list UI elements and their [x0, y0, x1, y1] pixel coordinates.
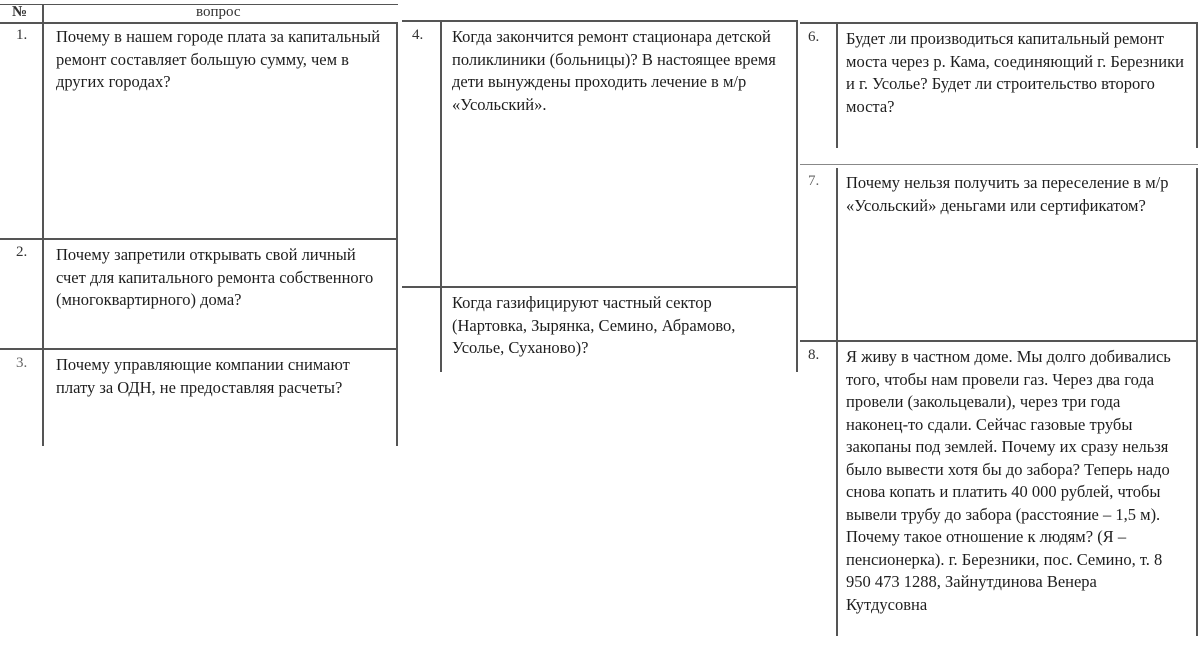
table-border-top	[800, 22, 1198, 24]
column-divider	[440, 20, 442, 372]
row-divider	[0, 238, 398, 240]
number-column-header: №	[12, 4, 28, 20]
table-border-top	[402, 20, 798, 22]
column-divider	[42, 4, 44, 446]
question-text: Будет ли производиться капитальный ремонт моста через р. Кама, соединяющий г. Березники и г. Усолье? Будет ли строительство второго моста?	[846, 29, 1184, 116]
question-text: Я живу в частном доме. Мы долго добивались того, чтобы нам провели газ. Через два года провели (закольцевали), через три года наконец-то сдали. Сейчас газовые трубы закопаны под землей. Почему их сразу нельзя было вывести хотя бы до забора? Теперь надо снова копать и платить 40 000 рублей, чтобы вывели трубу до забора (расстояние – 1,5 м). Почему такое отношение к людям? (Я – пенсионерка). г. Березники, пос. Семино, т. 8 950 473 1288, Зайнутдинова Венера Кутдусовна	[846, 347, 1171, 614]
column-divider	[836, 168, 838, 636]
question-number: 8.	[808, 347, 820, 363]
question-text: Когда газифицируют частный сектор (Нартовка, Зырянка, Семино, Абрамово, Усолье, Суханово)?	[452, 293, 736, 357]
table-border-right	[396, 22, 398, 446]
table-border-header	[0, 22, 398, 24]
question-text: Почему нельзя получить за переселение в м/р «Усольский» деньгами или сертификатом?	[846, 173, 1169, 215]
question-text: Почему управляющие компании снимают плату за ОДН, не предоставляя расчеты?	[56, 355, 350, 397]
fragment-right-top	[800, 22, 1200, 168]
table-border-right	[1196, 168, 1198, 636]
row-divider	[0, 348, 398, 350]
question-number: 6.	[808, 29, 820, 45]
question-number: 1.	[16, 27, 28, 43]
question-number: 3.	[16, 355, 28, 371]
question-number: 4.	[412, 27, 424, 43]
question-text: Почему запретили открывать свой личный счет для капитального ремонта собственного (многоквартирного) дома?	[56, 245, 374, 309]
fragment-left	[0, 0, 400, 446]
question-number: 2.	[16, 244, 28, 260]
table-border-right	[796, 20, 798, 372]
row-divider	[800, 340, 1198, 342]
column-divider	[836, 22, 838, 148]
row-divider	[800, 164, 1198, 165]
table-border-right	[1196, 22, 1198, 148]
question-column-header: вопрос	[196, 4, 241, 20]
question-text: Почему в нашем городе плата за капитальный ремонт составляет большую сумму, чем в других городах?	[56, 27, 381, 91]
question-number: 7.	[808, 173, 820, 189]
row-divider	[402, 286, 798, 288]
question-text: Когда закончится ремонт стационара детской поликлиники (больницы)? В настоящее время дети вынуждены проходить лечение в м/р «Усольский».	[452, 27, 776, 114]
fragment-right-bottom	[800, 168, 1200, 644]
fragment-middle	[400, 20, 800, 372]
